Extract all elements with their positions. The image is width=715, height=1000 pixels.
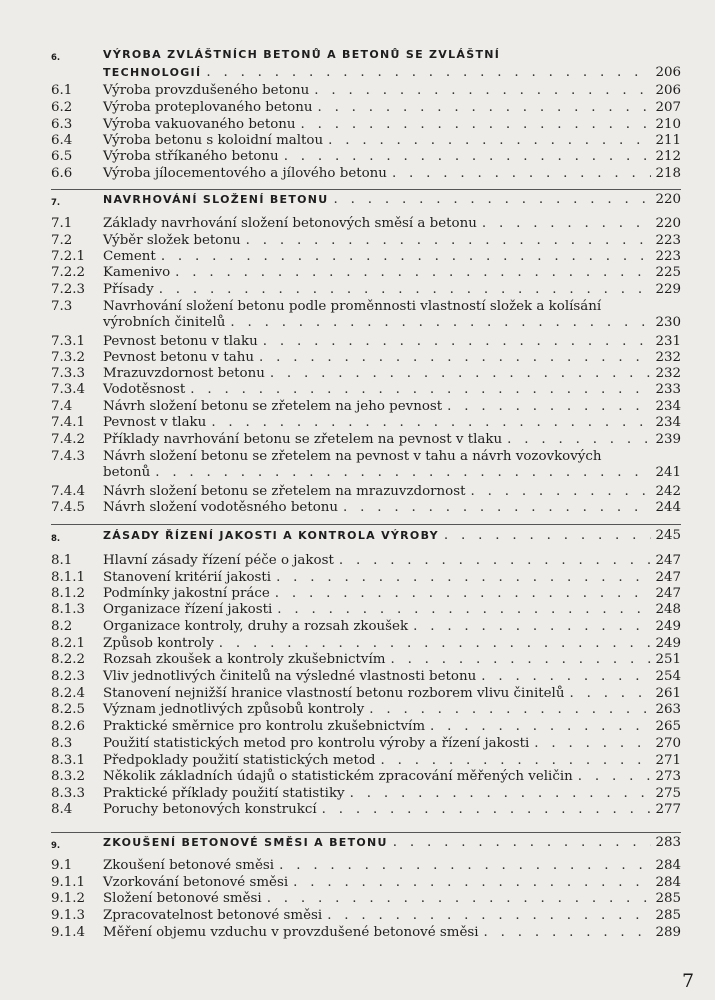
dot-leader xyxy=(327,908,651,924)
toc-section-number: 7. xyxy=(51,198,61,208)
dot-leader xyxy=(267,891,652,907)
dot-leader xyxy=(230,315,651,331)
dot-leader xyxy=(470,484,651,500)
toc-page-number: 244 xyxy=(655,500,681,515)
toc-entry-title: Zkoušení betonové směsi xyxy=(103,858,275,873)
toc-page-number: 285 xyxy=(655,908,681,923)
toc-entry-title: Složení betonové směsi xyxy=(103,891,262,906)
toc-section-number: 8.1.2 xyxy=(51,586,86,601)
dot-leader xyxy=(339,553,652,569)
dot-leader xyxy=(334,192,652,208)
toc-page-number: 277 xyxy=(655,802,681,817)
toc-entry-title: Podmínky jakostní práce xyxy=(103,586,270,601)
toc-section-number: 7.4.4 xyxy=(51,484,86,499)
toc-entry xyxy=(51,299,681,331)
toc-section-number: 6.2 xyxy=(51,100,73,115)
toc-page-number: 254 xyxy=(655,669,681,684)
dot-leader xyxy=(155,465,651,481)
toc-section-number: 7.2 xyxy=(51,233,73,248)
toc-entry-title: Vodotěsnost xyxy=(103,382,186,397)
toc-entry-title: NAVRHOVÁNÍ SLOŽENÍ BETONU xyxy=(103,193,329,206)
toc-entry xyxy=(51,586,681,602)
dot-leader xyxy=(328,133,651,149)
dot-leader xyxy=(369,702,651,718)
toc-section-number: 9. xyxy=(51,841,61,851)
toc-page-number: 223 xyxy=(655,233,681,248)
toc-entry-title: Měření objemu vzduchu v provzdušené betonové směsi xyxy=(103,925,479,940)
toc-entry-title: Předpoklady použití statistických metod xyxy=(103,753,376,768)
toc-entry-title: Pevnost betonu v tlaku xyxy=(103,334,258,349)
dot-leader xyxy=(578,769,652,785)
toc-section-number: 7.3 xyxy=(51,299,73,314)
dot-leader xyxy=(263,334,652,350)
toc-entry-title: Přísady xyxy=(103,282,154,297)
section-divider xyxy=(51,189,681,190)
dot-leader xyxy=(393,835,652,851)
toc-page-number: 270 xyxy=(655,736,681,751)
toc-entry xyxy=(51,753,681,769)
toc-entry-title: Návrh složení betonu se zřetelem na pevnost v tahu a návrh vozovkových xyxy=(103,449,602,464)
toc-page-number: 206 xyxy=(655,65,681,80)
dot-leader xyxy=(159,282,652,298)
toc-entry-title: betonů xyxy=(103,465,151,480)
toc-section-number: 8.3.3 xyxy=(51,786,86,801)
toc-entry xyxy=(51,432,681,448)
dot-leader xyxy=(211,415,651,431)
toc-entry xyxy=(51,802,681,818)
dot-leader xyxy=(447,399,651,415)
toc-entry-title: Hlavní zásady řízení péče o jakost xyxy=(103,553,334,568)
dot-leader xyxy=(301,117,652,133)
toc-entry-title: Význam jednotlivých způsobů kontroly xyxy=(103,702,365,717)
toc-entry xyxy=(51,669,681,685)
toc-section-number: 7.3.1 xyxy=(51,334,86,349)
toc-entry-title: Praktické příklady použití statistiky xyxy=(103,786,345,801)
toc-entry xyxy=(51,133,681,149)
dot-leader xyxy=(161,249,652,265)
toc-page-number: 239 xyxy=(655,432,681,447)
toc-page-number: 245 xyxy=(655,528,681,543)
dot-leader xyxy=(293,875,651,891)
toc-entry-title: Příklady navrhování betonu se zřetelem na pevnost v tlaku xyxy=(103,432,503,447)
dot-leader xyxy=(246,233,652,249)
toc-entry-title: Vliv jednotlivých činitelů na výsledné vlastnosti betonu xyxy=(103,669,477,684)
toc-section-number: 6.3 xyxy=(51,117,73,132)
toc-section-number: 8.2.2 xyxy=(51,652,86,667)
toc-entry xyxy=(51,619,681,635)
toc-entry xyxy=(51,908,681,924)
toc-page-number: 247 xyxy=(655,553,681,568)
toc-entry-title: Výroba stříkaného betonu xyxy=(103,149,279,164)
dot-leader xyxy=(430,719,651,735)
dot-leader xyxy=(481,669,651,685)
toc-page-number: 206 xyxy=(655,83,681,98)
toc-section-number: 7.4 xyxy=(51,399,73,414)
toc-section-number: 8.3 xyxy=(51,736,73,751)
toc-section-number: 8.2.3 xyxy=(51,669,86,684)
toc-chapter-heading xyxy=(51,47,681,81)
toc-page-number: 283 xyxy=(655,835,681,850)
toc-section-number: 7.2.1 xyxy=(51,249,86,264)
toc-chapter-heading xyxy=(51,528,681,544)
toc-entry-title: Pevnost betonu v tahu xyxy=(103,350,254,365)
toc-section-number: 6.6 xyxy=(51,166,73,181)
toc-entry-title: Použití statistických metod pro kontrolu výroby a řízení jakosti xyxy=(103,736,530,751)
toc-entry xyxy=(51,100,681,116)
toc-entry xyxy=(51,415,681,431)
toc-section-number: 6. xyxy=(51,53,61,63)
toc-page-number: 247 xyxy=(655,570,681,585)
toc-section-number: 8.4 xyxy=(51,802,73,817)
dot-leader xyxy=(350,786,652,802)
dot-leader xyxy=(343,500,651,516)
toc-section-number: 7.4.1 xyxy=(51,415,86,430)
toc-entry xyxy=(51,553,681,569)
toc-section-number: 8.1.3 xyxy=(51,602,86,617)
toc-section-number: 8. xyxy=(51,534,61,544)
toc-page-number: 207 xyxy=(655,100,681,115)
toc-section-number: 7.2.3 xyxy=(51,282,86,297)
toc-entry-title: Navrhování složení betonu podle proměnnosti vlastností složek a kolísání xyxy=(103,299,602,314)
toc-entry-title: ZÁSADY ŘÍZENÍ JAKOSTI A KONTROLA VÝROBY xyxy=(103,529,439,542)
toc-entry-title: Kamenivo xyxy=(103,265,171,280)
toc-entry xyxy=(51,282,681,298)
toc-section-number: 8.2.1 xyxy=(51,636,86,651)
page-number: 7 xyxy=(682,970,695,992)
toc-entry xyxy=(51,350,681,366)
section-divider xyxy=(51,524,681,525)
toc-entry-title: Výroba jílocementového a jílového betonu xyxy=(103,166,387,181)
toc-section-number: 8.2.4 xyxy=(51,686,86,701)
toc-entry xyxy=(51,149,681,165)
toc-entry-title: Poruchy betonových konstrukcí xyxy=(103,802,317,817)
toc-page-number: 223 xyxy=(655,249,681,264)
toc-entry-title: Výroba betonu s koloidní maltou xyxy=(103,133,324,148)
toc-entry-title: Výroba proteplovaného betonu xyxy=(103,100,313,115)
toc-page-number: 229 xyxy=(655,282,681,297)
toc-section-number: 6.4 xyxy=(51,133,73,148)
toc-section-number: 6.5 xyxy=(51,149,73,164)
dot-leader xyxy=(279,858,651,874)
toc-entry-title: Způsob kontroly xyxy=(103,636,214,651)
dot-leader xyxy=(175,265,651,281)
toc-entry-title: Rozsah zkoušek a kontroly zkušebnictvím xyxy=(103,652,386,667)
dot-leader xyxy=(276,570,651,586)
toc-entry xyxy=(51,249,681,265)
dot-leader xyxy=(507,432,651,448)
toc-entry-title: Organizace řízení jakosti xyxy=(103,602,273,617)
toc-page-number: 289 xyxy=(655,925,681,940)
dot-leader xyxy=(277,602,651,618)
toc-section-number: 8.2.5 xyxy=(51,702,86,717)
toc-entry-title: VÝROBA ZVLÁŠTNÍCH BETONŮ A BETONŮ SE ZVLÁŠTNÍ xyxy=(103,48,501,61)
toc-chapter-heading xyxy=(51,835,681,851)
dot-leader xyxy=(390,652,651,668)
toc-entry xyxy=(51,449,681,481)
toc-entry-title: ZKOUŠENÍ BETONOVÉ SMĚSI A BETONU xyxy=(103,836,388,849)
toc-page-number: 220 xyxy=(655,216,681,231)
toc-section-number: 7.3.4 xyxy=(51,382,86,397)
toc-entry xyxy=(51,686,681,702)
toc-entry-title: Návrh složení betonu se zřetelem na jeho pevnost xyxy=(103,399,443,414)
toc-page-number: 284 xyxy=(655,875,681,890)
dot-leader xyxy=(190,382,651,398)
toc-page-number: 241 xyxy=(655,465,681,480)
toc-page-number: 261 xyxy=(655,686,681,701)
toc-page-number: 285 xyxy=(655,891,681,906)
toc-entry xyxy=(51,216,681,232)
toc-section-number: 7.2.2 xyxy=(51,265,86,280)
toc-page-number: 232 xyxy=(655,366,681,381)
toc-section-number: 7.3.3 xyxy=(51,366,86,381)
toc-entry-title: Vzorkování betonové směsi xyxy=(103,875,289,890)
dot-leader xyxy=(534,736,651,752)
toc-page-number: 249 xyxy=(655,619,681,634)
toc-entry xyxy=(51,891,681,907)
toc-entry xyxy=(51,570,681,586)
toc-entry xyxy=(51,736,681,752)
toc-page-number: 234 xyxy=(655,399,681,414)
toc-entry xyxy=(51,636,681,652)
toc-page-number: 263 xyxy=(655,702,681,717)
toc-entry xyxy=(51,399,681,415)
toc-page-number: 233 xyxy=(655,382,681,397)
toc-entry-title: Stanovení nejnižší hranice vlastností betonu rozborem vlivu činitelů xyxy=(103,686,565,701)
toc-section-number: 9.1.4 xyxy=(51,925,86,940)
toc-entry-title: Mrazuvzdornost betonu xyxy=(103,366,265,381)
toc-entry xyxy=(51,602,681,618)
toc-section-number: 8.1 xyxy=(51,553,73,568)
toc-page-number: 251 xyxy=(655,652,681,667)
toc-page-number: 211 xyxy=(655,133,681,148)
toc-page-number: 271 xyxy=(655,753,681,768)
toc-section-number: 8.2 xyxy=(51,619,73,634)
toc-section-number: 7.4.5 xyxy=(51,500,86,515)
dot-leader xyxy=(444,528,652,544)
toc-chapter-heading xyxy=(51,192,681,208)
toc-section-number: 9.1.1 xyxy=(51,875,86,890)
toc-section-number: 6.1 xyxy=(51,83,73,98)
dot-leader xyxy=(484,925,652,941)
toc-page-number: 284 xyxy=(655,858,681,873)
toc-entry-title: Cement xyxy=(103,249,156,264)
dot-leader xyxy=(219,636,652,652)
dot-leader xyxy=(259,350,651,366)
dot-leader xyxy=(482,216,652,232)
toc-entry-title: Základy navrhování složení betonových směsí a betonu xyxy=(103,216,477,231)
toc-entry xyxy=(51,719,681,735)
toc-entry xyxy=(51,117,681,133)
toc-entry-title: Pevnost v tlaku xyxy=(103,415,207,430)
toc-entry-title: Praktické směrnice pro kontrolu zkušebnictvím xyxy=(103,719,426,734)
toc-page-number: 247 xyxy=(655,586,681,601)
toc-entry xyxy=(51,366,681,382)
dot-leader xyxy=(569,686,651,702)
toc-page-number: 230 xyxy=(655,315,681,330)
toc-page-number: 275 xyxy=(655,786,681,801)
toc-entry xyxy=(51,652,681,668)
toc-section-number: 7.4.2 xyxy=(51,432,86,447)
toc-entry-title: Několik základních údajů o statistickém zpracování měřených veličin xyxy=(103,769,573,784)
toc-section-number: 7.4.3 xyxy=(51,449,86,464)
toc-entry-title: Zpracovatelnost betonové směsi xyxy=(103,908,323,923)
toc-page-number: 218 xyxy=(655,166,681,181)
toc-entry xyxy=(51,83,681,99)
toc-entry xyxy=(51,382,681,398)
toc-page-number: 231 xyxy=(655,334,681,349)
toc-page-number: 265 xyxy=(655,719,681,734)
dot-leader xyxy=(317,100,651,116)
toc-entry-title: Stanovení kritérií jakosti xyxy=(103,570,272,585)
toc-entry-title: Výběr složek betonu xyxy=(103,233,241,248)
toc-entry xyxy=(51,484,681,500)
dot-leader xyxy=(392,166,652,182)
toc-section-number: 8.1.1 xyxy=(51,570,86,585)
toc-section-number: 8.3.1 xyxy=(51,753,86,768)
toc-page-number: 220 xyxy=(655,192,681,207)
toc-section-number: 9.1 xyxy=(51,858,73,873)
toc-entry xyxy=(51,334,681,350)
toc-page-number: 210 xyxy=(655,117,681,132)
dot-leader xyxy=(270,366,652,382)
dot-leader xyxy=(275,586,652,602)
toc-page-number: 242 xyxy=(655,484,681,499)
toc-page-number: 212 xyxy=(655,149,681,164)
dot-leader xyxy=(413,619,651,635)
toc-section-number: 8.2.6 xyxy=(51,719,86,734)
toc-entry xyxy=(51,500,681,516)
toc-entry-title: Návrh složení vodotěsného betonu xyxy=(103,500,339,515)
toc-section-number: 7.1 xyxy=(51,216,73,231)
toc-page-number: 273 xyxy=(655,769,681,784)
dot-leader xyxy=(380,753,651,769)
toc-section-number: 7.3.2 xyxy=(51,350,86,365)
toc-entry xyxy=(51,858,681,874)
toc-page-number: 225 xyxy=(655,265,681,280)
toc-page-number: 234 xyxy=(655,415,681,430)
toc-entry-title: Organizace kontroly, druhy a rozsah zkoušek xyxy=(103,619,409,634)
toc-entry xyxy=(51,769,681,785)
toc-entry-title: Výroba provzdušeného betonu xyxy=(103,83,310,98)
toc-entry xyxy=(51,233,681,249)
toc-section-number: 9.1.3 xyxy=(51,908,86,923)
toc-page-number: 249 xyxy=(655,636,681,651)
toc-entry xyxy=(51,702,681,718)
toc-entry-title: výrobních činitelů xyxy=(103,315,226,330)
dot-leader xyxy=(284,149,652,165)
dot-leader xyxy=(322,802,652,818)
toc-entry xyxy=(51,875,681,891)
toc-entry-title: TECHNOLOGIÍ xyxy=(103,66,202,79)
section-divider xyxy=(51,832,681,833)
dot-leader xyxy=(206,65,651,81)
toc-entry xyxy=(51,786,681,802)
toc-entry xyxy=(51,925,681,941)
toc-entry xyxy=(51,166,681,182)
toc-entry-title: Návrh složení betonu se zřetelem na mrazuvzdornost xyxy=(103,484,466,499)
toc-section-number: 8.3.2 xyxy=(51,769,86,784)
toc-entry-title: Výroba vakuovaného betonu xyxy=(103,117,296,132)
toc-section-number: 9.1.2 xyxy=(51,891,86,906)
toc-page-number: 248 xyxy=(655,602,681,617)
toc-entry xyxy=(51,265,681,281)
toc-page-number: 232 xyxy=(655,350,681,365)
dot-leader xyxy=(314,83,651,99)
